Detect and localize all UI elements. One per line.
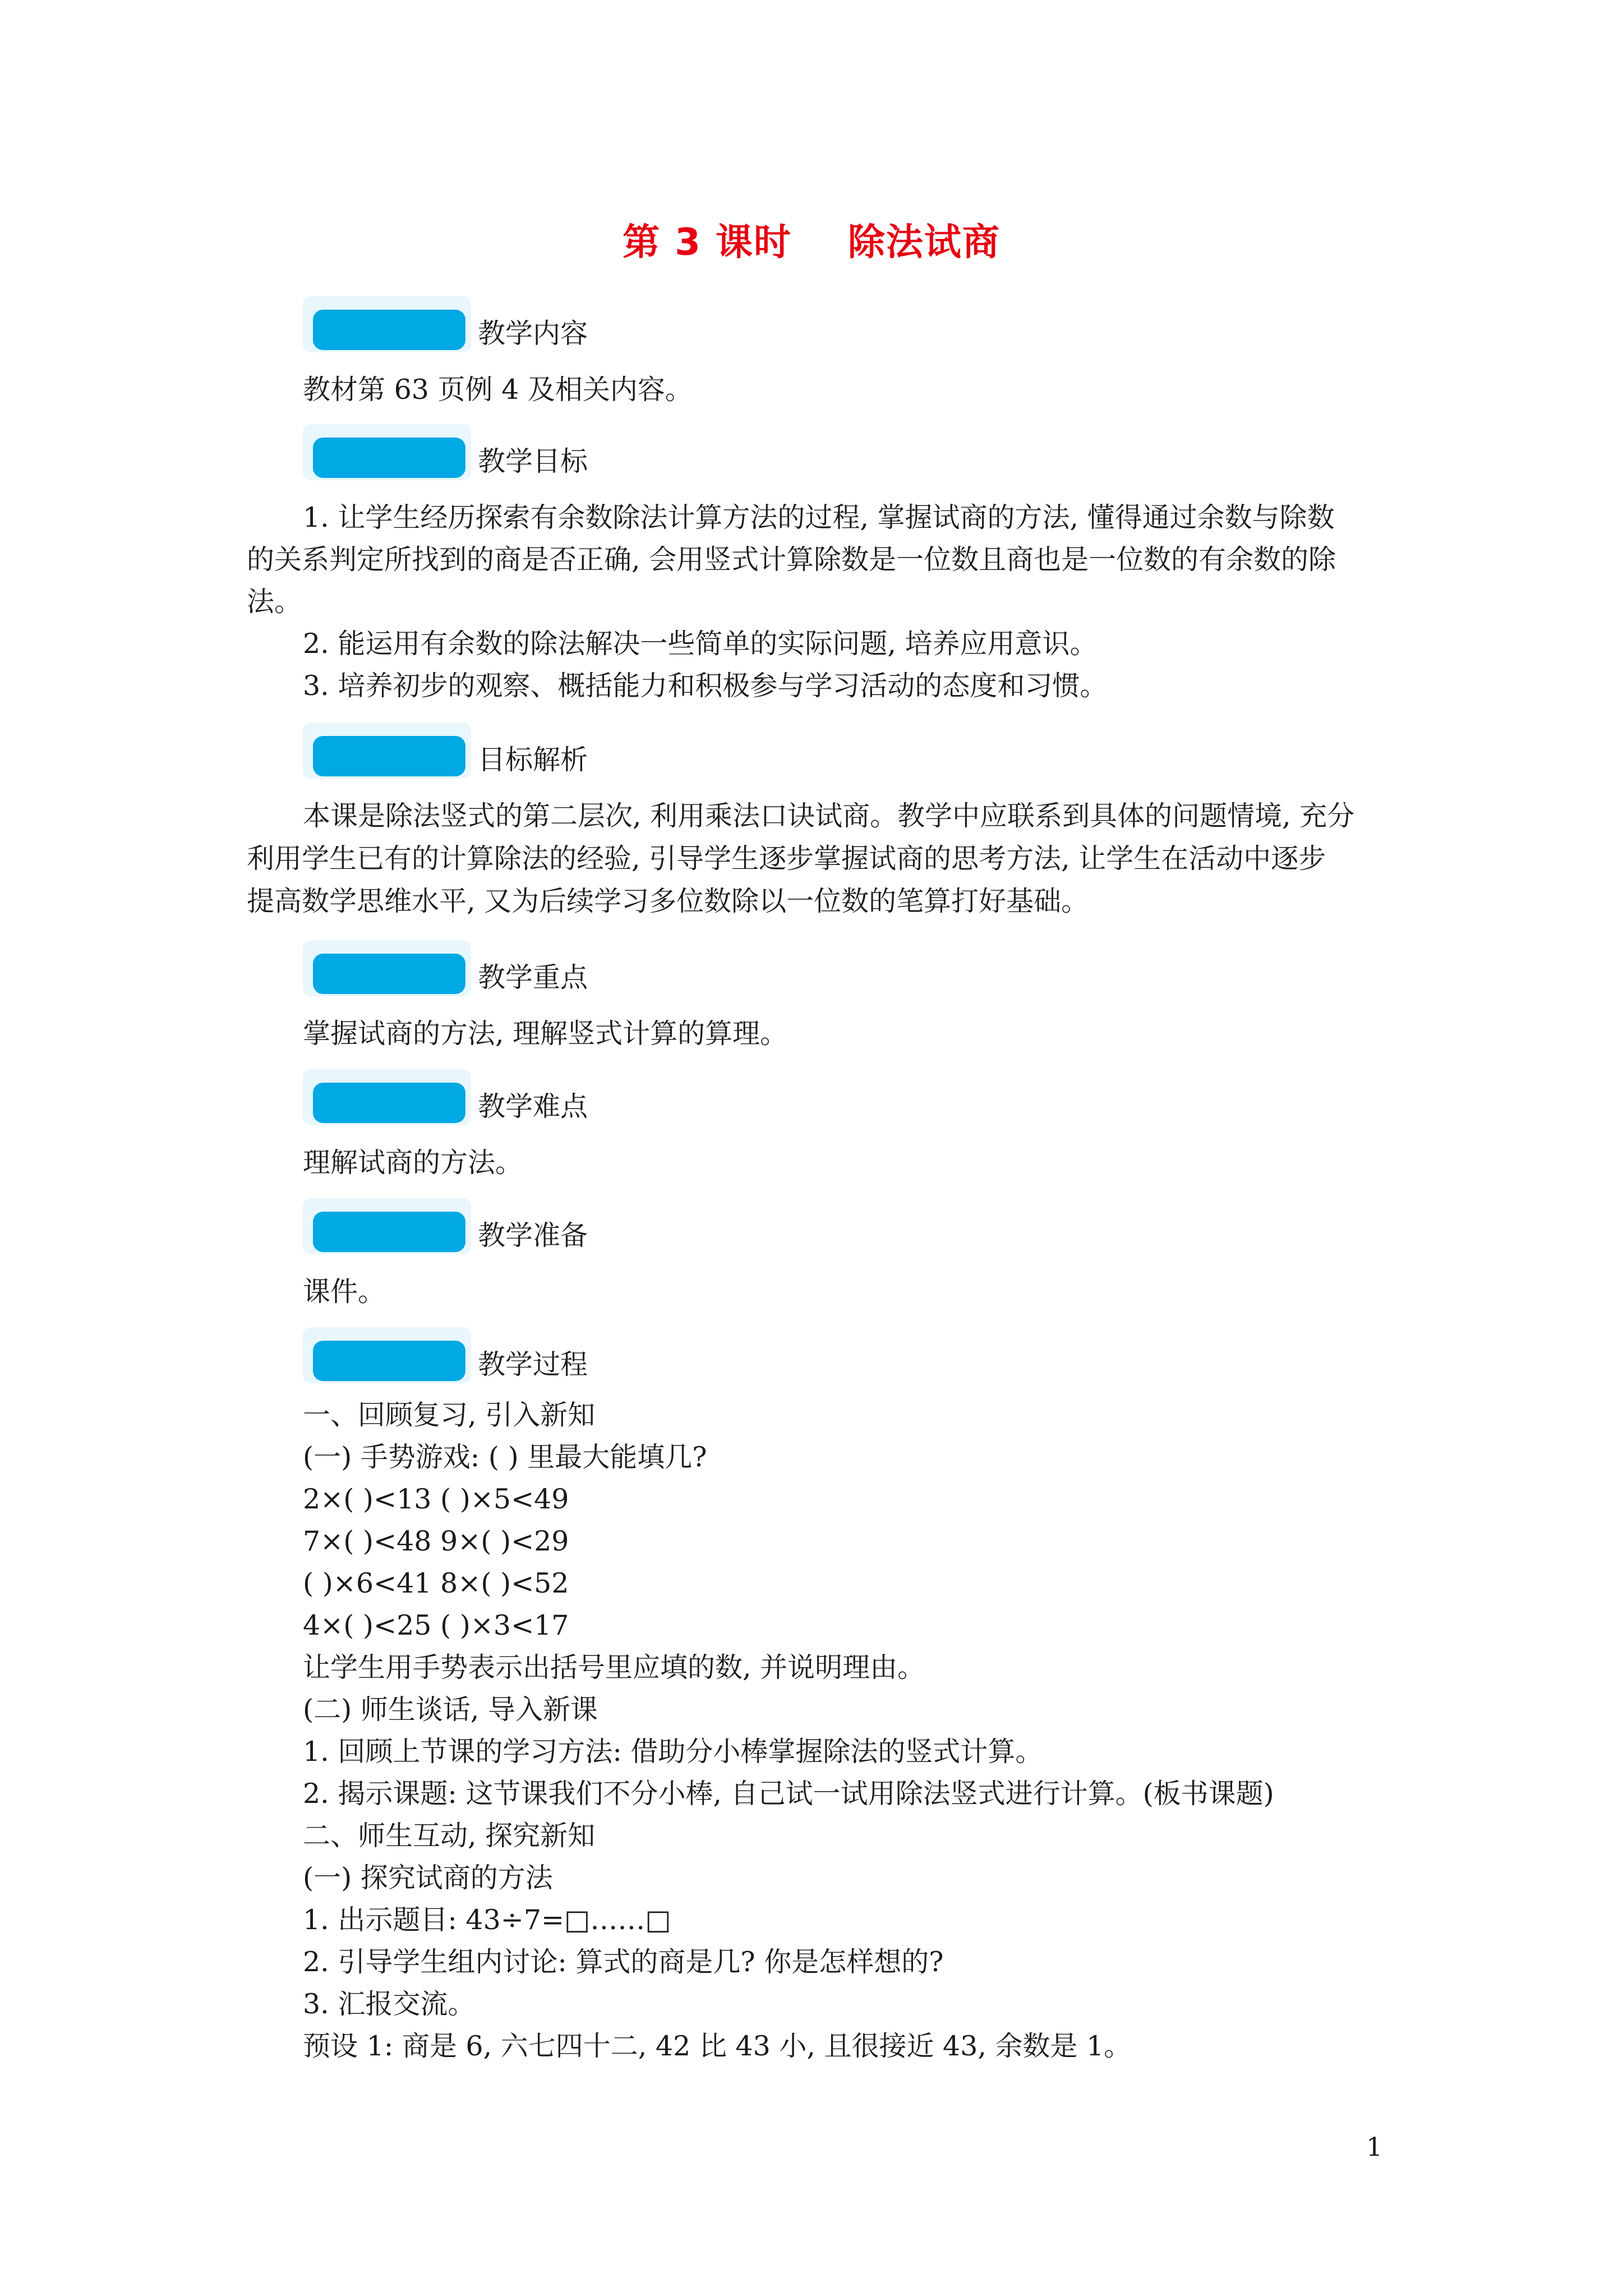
exercise-line: ( )×6<41 8×( )<52 bbox=[303, 1567, 569, 1599]
section-badge-icon bbox=[303, 1327, 471, 1383]
section-heading: 教学准备 bbox=[478, 1220, 588, 1251]
process-line: 3. 汇报交流。 bbox=[303, 1988, 476, 2020]
process-line: 1. 回顾上节课的学习方法: 借助分小棒掌握除法的竖式计算。 bbox=[303, 1736, 1043, 1768]
page-title: 第 3 课时 除法试商 bbox=[623, 220, 1000, 264]
section-heading: 教学目标 bbox=[478, 445, 588, 477]
paragraph-line: 本课是除法竖式的第二层次, 利用乘法口诀试商。教学中应联系到具体的问题情境, 充分 bbox=[303, 800, 1355, 832]
section-header-prep bbox=[303, 1194, 808, 1255]
section-heading: 目标解析 bbox=[478, 744, 588, 776]
process-line: 让学生用手势表示出括号里应填的数, 并说明理由。 bbox=[303, 1651, 925, 1683]
section-header-difficulty bbox=[303, 1065, 808, 1126]
section-heading: 教学内容 bbox=[478, 318, 588, 349]
process-line: 二、师生互动, 探究新知 bbox=[303, 1820, 596, 1852]
section-badge-icon bbox=[303, 723, 471, 779]
process-line: 2. 引导学生组内讨论: 算式的商是几? 你是怎样想的? bbox=[303, 1946, 944, 1978]
section-text: 课件。 bbox=[303, 1276, 386, 1308]
section-badge-icon bbox=[303, 424, 471, 480]
section-header-goals bbox=[303, 420, 808, 481]
process-line: (二) 师生谈话, 导入新课 bbox=[303, 1694, 598, 1726]
section-text: 教材第 63 页例 4 及相关内容。 bbox=[303, 374, 693, 406]
process-line: 预设 1: 商是 6, 六七四十二, 42 比 43 小, 且很接近 43, 余数是 1。 bbox=[303, 2030, 1132, 2062]
section-header-key bbox=[303, 936, 808, 997]
process-line: 一、回顾复习, 引入新知 bbox=[303, 1399, 596, 1431]
section-heading: 教学重点 bbox=[478, 961, 588, 993]
exercise-line: 7×( )<48 9×( )<29 bbox=[303, 1525, 569, 1557]
process-line: 2. 揭示课题: 这节课我们不分小棒, 自己试一试用除法竖式进行计算。(板书课题) bbox=[303, 1778, 1274, 1810]
section-header-process bbox=[303, 1323, 808, 1384]
section-badge-icon bbox=[303, 940, 471, 996]
section-text: 掌握试商的方法, 理解竖式计算的算理。 bbox=[303, 1018, 788, 1050]
paragraph-line: 利用学生已有的计算除法的经验, 引导学生逐步掌握试商的思考方法, 让学生在活动中逐步 bbox=[247, 843, 1326, 875]
process-line: (一) 手势游戏: ( ) 里最大能填几? bbox=[303, 1441, 707, 1473]
process-line: (一) 探究试商的方法 bbox=[303, 1862, 553, 1894]
paragraph-line: 3. 培养初步的观察、概括能力和积极参与学习活动的态度和习惯。 bbox=[303, 670, 1108, 702]
section-header-content bbox=[303, 292, 808, 353]
section-badge-icon bbox=[303, 1069, 471, 1125]
section-badge-icon bbox=[303, 296, 471, 352]
exercise-line: 4×( )<25 ( )×3<17 bbox=[303, 1609, 569, 1641]
section-text: 理解试商的方法。 bbox=[303, 1147, 523, 1179]
section-heading: 教学过程 bbox=[478, 1349, 588, 1381]
section-heading: 教学难点 bbox=[478, 1091, 588, 1122]
paragraph-line: 提高数学思维水平, 又为后续学习多位数除以一位数的笔算打好基础。 bbox=[247, 885, 1089, 917]
process-line: 1. 出示题目: 43÷7=□……□ bbox=[303, 1904, 671, 1936]
paragraph-line: 2. 能运用有余数的除法解决一些简单的实际问题, 培养应用意识。 bbox=[303, 628, 1098, 660]
paragraph-line: 的关系判定所找到的商是否正确, 会用竖式计算除数是一位数且商也是一位数的有余数的除 bbox=[247, 544, 1336, 576]
paragraph-line: 1. 让学生经历探索有余数除法计算方法的过程, 掌握试商的方法, 懂得通过余数与除数 bbox=[303, 501, 1335, 533]
section-badge-icon bbox=[303, 1198, 471, 1254]
exercise-line: 2×( )<13 ( )×5<49 bbox=[303, 1483, 569, 1515]
paragraph-line: 法。 bbox=[247, 586, 302, 618]
page-number: 1 bbox=[1366, 2132, 1383, 2162]
section-header-analysis bbox=[303, 718, 808, 780]
